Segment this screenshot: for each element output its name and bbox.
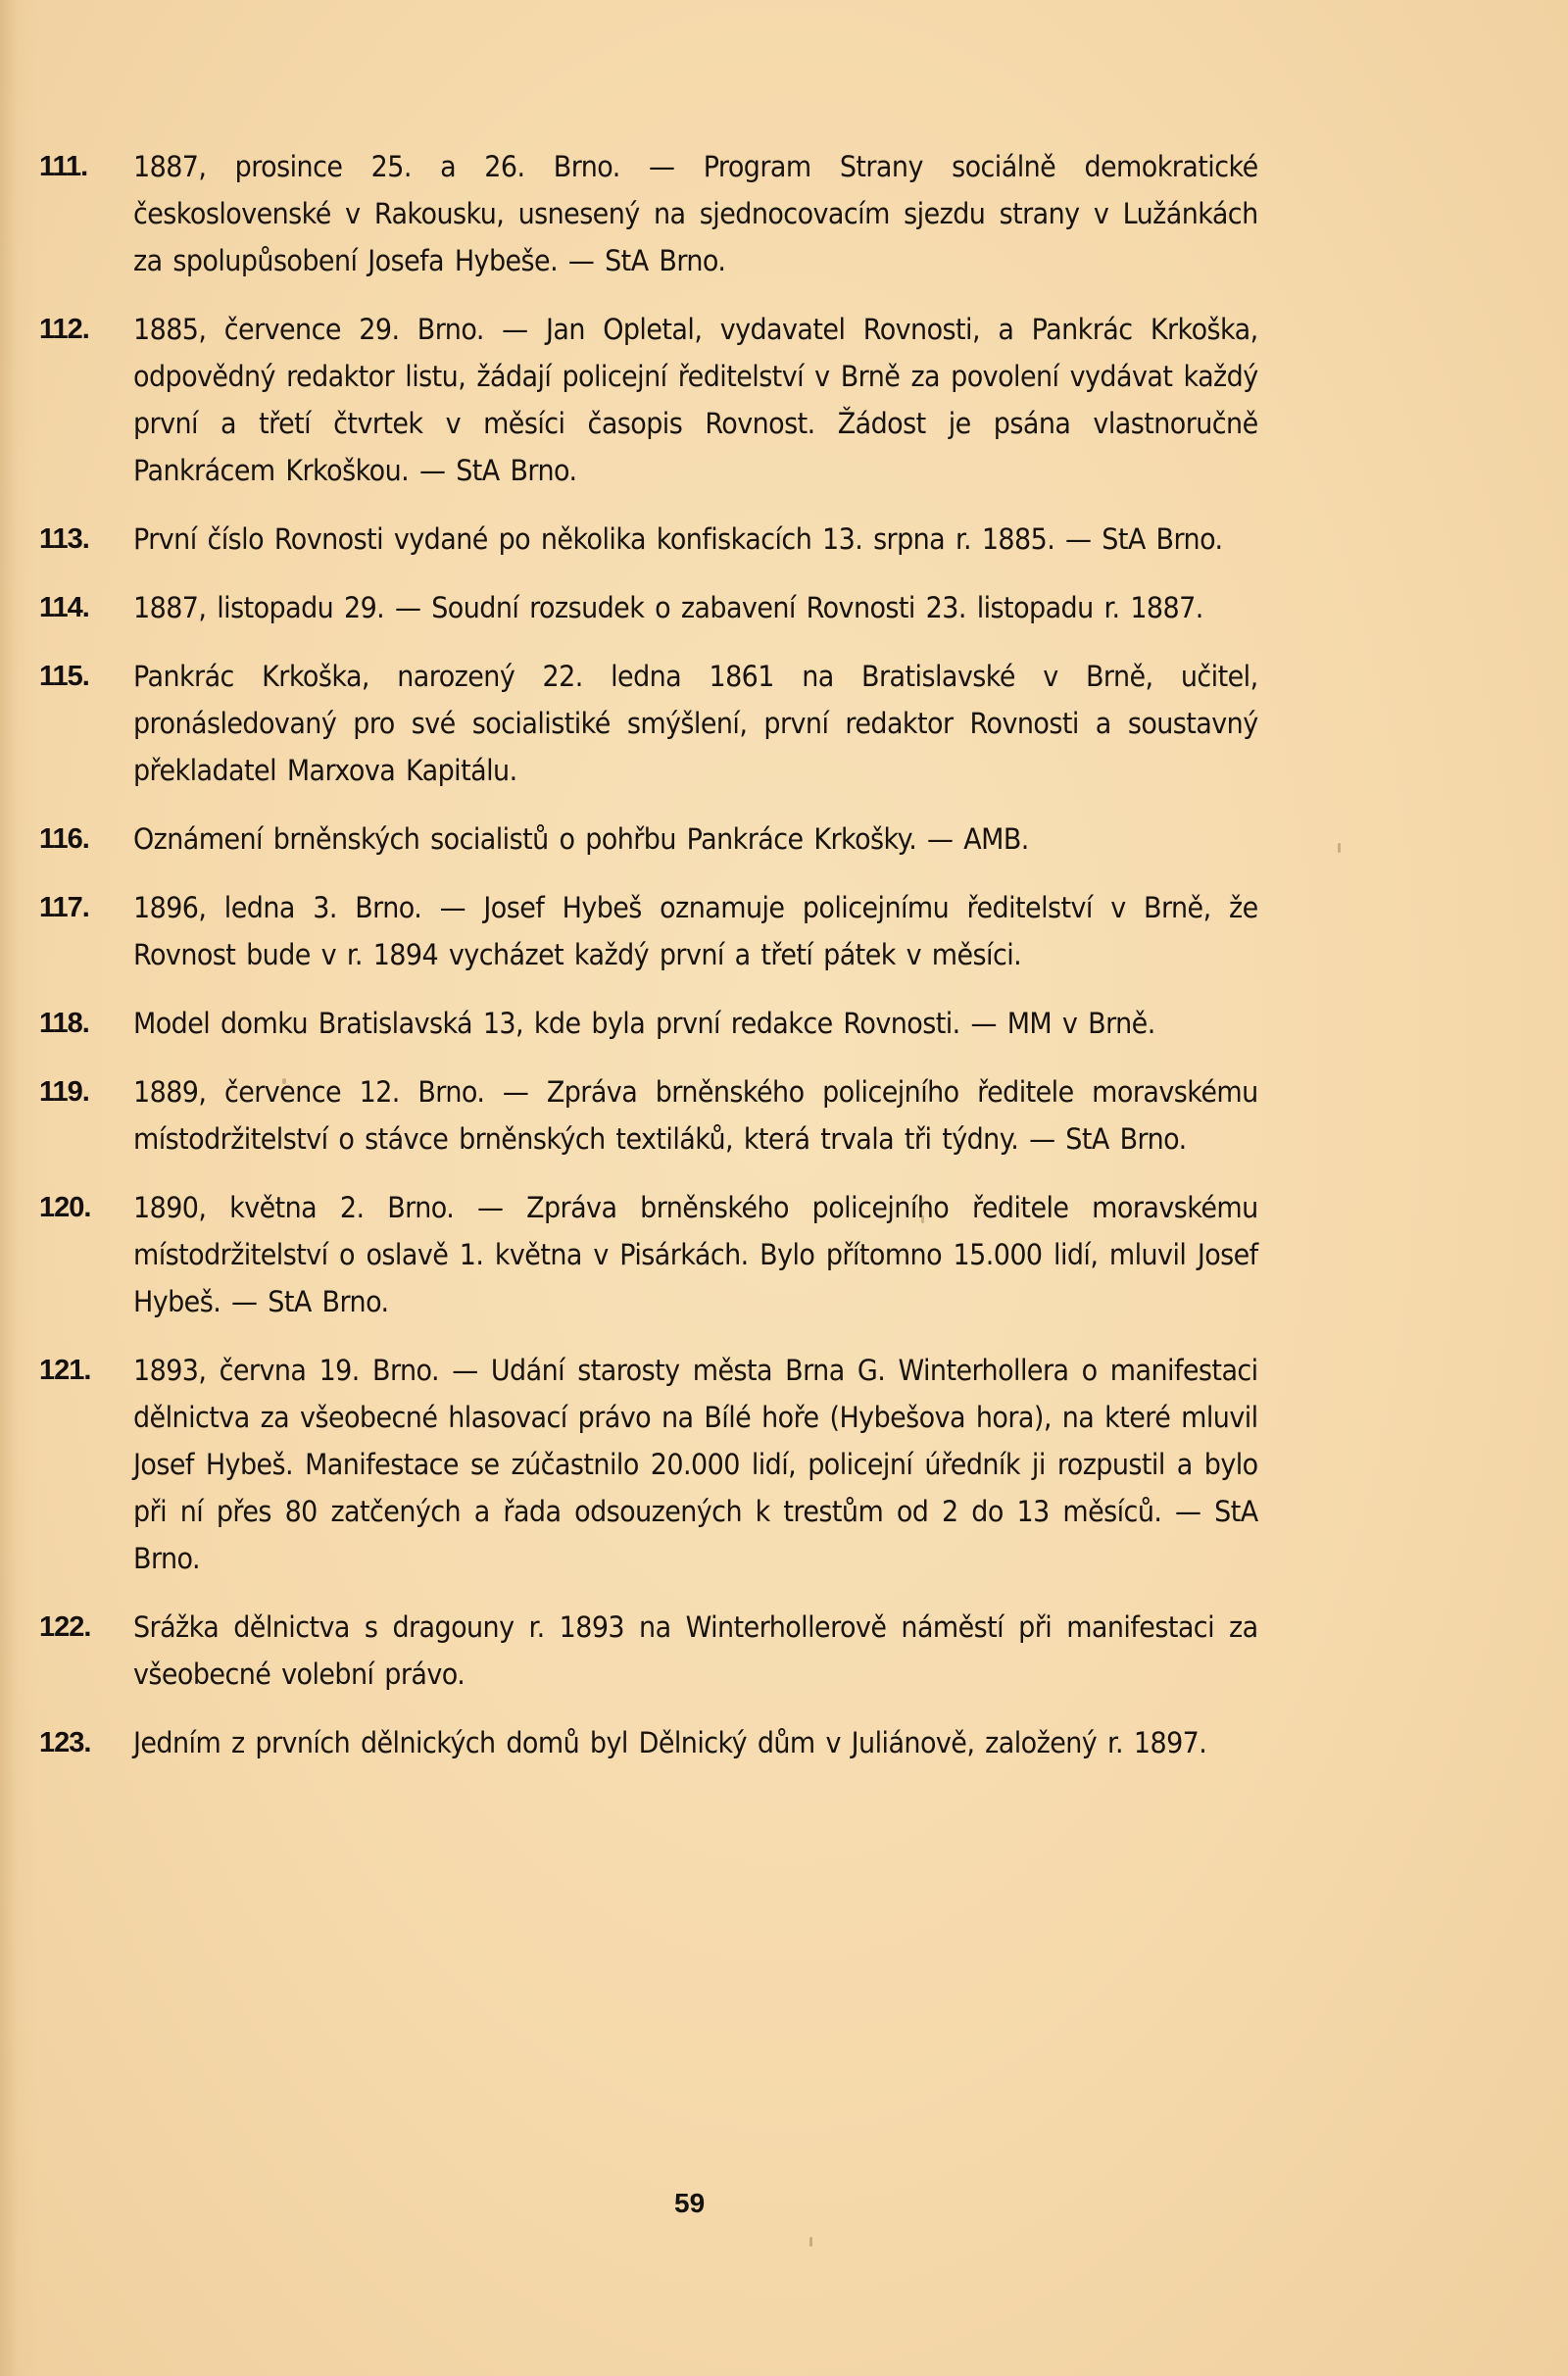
caption-entry-120: [39, 1184, 1343, 1325]
entry-number: 118.: [39, 1008, 89, 1039]
entry-number: 111.: [39, 151, 88, 182]
entry-number: 117.: [39, 892, 89, 923]
caption-list: [39, 143, 1343, 1788]
caption-entry-122: [39, 1604, 1343, 1698]
paper-speck: [809, 2237, 812, 2247]
entry-text: Jedním z prvních dělnických domů byl Dělnický dům v Juliánově, založený r. 1897.: [133, 1726, 1207, 1759]
entry-number: 121.: [39, 1355, 91, 1386]
caption-entry-114: [39, 584, 1343, 631]
entry-number: 115.: [39, 661, 89, 692]
caption-entry-112: [39, 306, 1343, 494]
caption-entry-118: [39, 1000, 1343, 1047]
entry-number: 114.: [39, 592, 89, 623]
entry-text: 1889, července 12. Brno. — Zpráva brněnského policejního ředitele moravskému místodržitelství o stávce brněnských textiláků, která trvala tři týdny. — StA Brno.: [133, 1075, 1258, 1156]
entry-text: Pankrác Krkoška, narozený 22. ledna 1861 na Bratislavské v Brně, učitel, pronásledovaný pro své socialistiké smýšlení, první redaktor Rovnosti a soustavný překladatel Marxova Kapitálu.: [133, 660, 1258, 787]
caption-entry-121: [39, 1347, 1343, 1582]
entry-text: 1893, června 19. Brno. — Udání starosty města Brna G. Winterhollera o manifestaci dělnictva za všeobecné hlasovací právo na Bílé hoře (Hybešova hora), na které mluvil Josef Hybeš. Manifestace se zúčastnilo 20.000 lidí, policejní úředník ji rozpustil a bylo při ní přes 80 zatčených a řada odsouzených k trestům od 2 do 13 měsíců. — StA Brno.: [133, 1354, 1258, 1575]
page-number: 59: [674, 2188, 706, 2218]
entry-text: Srážka dělnictva s dragouny r. 1893 na Winterhollerově náměstí při manifestaci za všeobecné volební právo.: [133, 1610, 1258, 1691]
caption-entry-119: [39, 1068, 1343, 1163]
caption-entry-115: [39, 653, 1343, 794]
entry-text: Oznámení brněnských socialistů o pohřbu Pankráce Krkošky. — AMB.: [133, 822, 1029, 856]
caption-entry-111: [39, 143, 1343, 284]
entry-text: 1890, května 2. Brno. — Zpráva brněnského policejního ředitele moravskému místodržitelství o oslavě 1. května v Pisárkách. Bylo přítomno 15.000 lidí, mluvil Josef Hybeš. — StA Brno.: [133, 1191, 1258, 1318]
entry-number: 122.: [39, 1611, 91, 1643]
entry-number: 112.: [39, 314, 89, 345]
entry-text: 1887, listopadu 29. — Soudní rozsudek o zabavení Rovnosti 23. listopadu r. 1887.: [133, 591, 1203, 624]
entry-text: 1885, července 29. Brno. — Jan Opletal, vydavatel Rovnosti, a Pankrác Krkoška, odpovědný redaktor listu, žádají policejní ředitelství v Brně za povolení vydávat každý první a třetí čtvrtek v měsíci časopis Rovnost. Žádost je psána vlastnoručně Pankrácem Krkoškou. — StA Brno.: [133, 313, 1258, 487]
entry-text: Model domku Bratislavská 13, kde byla první redakce Rovnosti. — MM v Brně.: [133, 1007, 1155, 1040]
caption-entry-123: [39, 1719, 1343, 1766]
entry-number: 120.: [39, 1192, 91, 1223]
caption-entry-113: [39, 516, 1343, 563]
caption-entry-117: [39, 884, 1343, 978]
entry-number: 123.: [39, 1727, 91, 1758]
entry-number: 119.: [39, 1076, 89, 1108]
entry-number: 113.: [39, 523, 89, 555]
entry-text: První číslo Rovnosti vydané po několika konfiskacích 13. srpna r. 1885. — StA Brno.: [133, 522, 1223, 556]
entry-text: 1896, ledna 3. Brno. — Josef Hybeš oznamuje policejnímu ředitelství v Brně, že Rovnost bude v r. 1894 vycházet každý první a třetí pátek v měsíci.: [133, 891, 1258, 971]
entry-text: 1887, prosince 25. a 26. Brno. — Program Strany sociálně demokratické československé v Rakousku, usnesený na sjednocovacím sjezdu strany v Lužánkách za spolupůsobení Josefa Hybeše. — StA Brno.: [133, 150, 1258, 277]
caption-entry-116: [39, 816, 1343, 863]
entry-number: 116.: [39, 823, 89, 855]
